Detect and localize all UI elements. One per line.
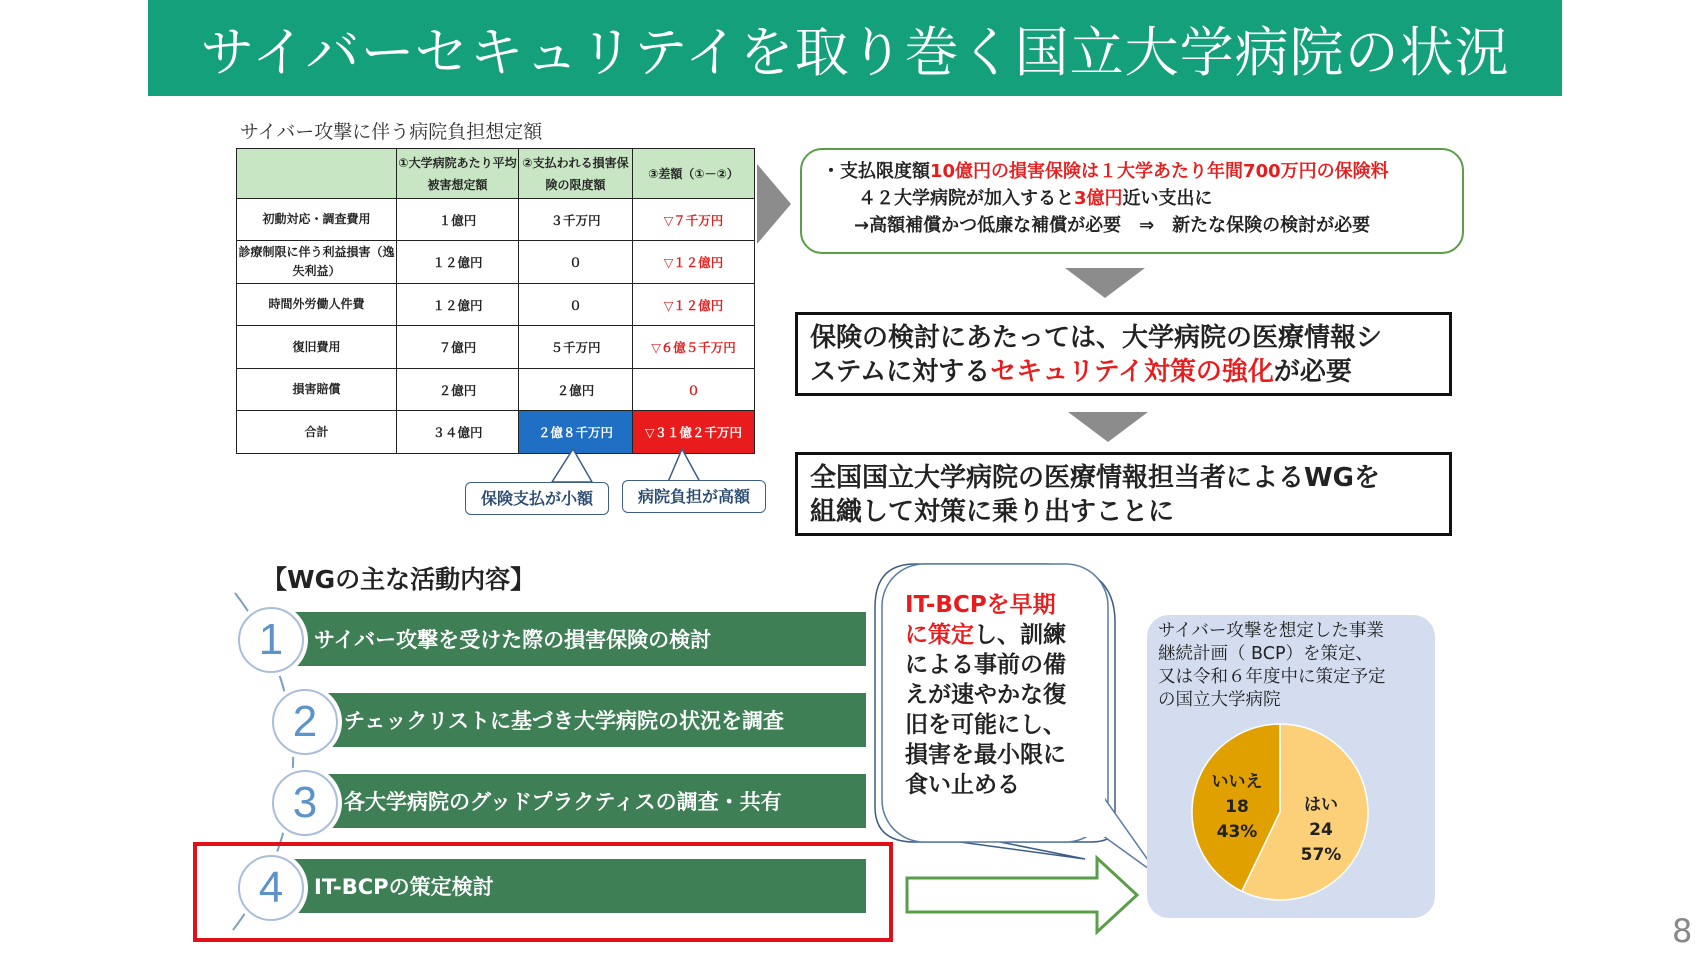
speech-line (905, 620, 1095, 650)
down-arrow-icon (1068, 412, 1148, 444)
speech-text (905, 590, 1095, 800)
pie-no-pct: 43% (1216, 822, 1258, 842)
speech-highlight: に策定 (905, 622, 974, 648)
pie-no-count: 18 (1225, 797, 1249, 817)
row-label: 復旧費用 (237, 326, 397, 369)
wg-item-label: サイバー攻撃を受けた際の損害保険の検討 (314, 628, 712, 652)
cell-damage: １億円 (397, 199, 519, 241)
callout-low-payment: 保険支払が小額 (465, 482, 609, 515)
cell-diff: ▽７千万円 (633, 199, 755, 241)
title-bar (148, 0, 1562, 96)
header-cell: ①大学病院あたり平均被害想定額 (397, 149, 519, 199)
header-cell: ②支払われる損害保険の限度額 (519, 149, 633, 199)
cell-damage: ３４億円 (397, 411, 519, 454)
box1-highlight: 10億円の損害保険は１大学あたり年間700万円の保険料 (930, 161, 1389, 182)
page-number: 8 (1672, 912, 1693, 950)
row-label: 損害賠償 (237, 369, 397, 411)
right-arrow-icon (905, 855, 1145, 935)
chevron-right-icon (757, 164, 793, 244)
cell-insurance: ３千万円 (519, 199, 633, 241)
number-badge-3: 3 (272, 770, 338, 836)
cell-insurance: ０ (519, 284, 633, 326)
pie-caption (1158, 620, 1428, 712)
table-row (237, 199, 755, 241)
box2-line1: 保険の検討にあたっては、大学病院の医療情報シ (810, 323, 1383, 353)
row-label: 診療制限に伴う利益損害（逸失利益） (237, 241, 397, 284)
callout-red-pointer (668, 449, 700, 482)
number-badge-1: 1 (238, 607, 304, 673)
down-arrow-icon (1065, 268, 1145, 300)
header-cell (237, 149, 397, 199)
callout-high-burden: 病院負担が高額 (622, 480, 766, 513)
box1-line1 (802, 158, 1462, 185)
cell-damage: ７億円 (397, 326, 519, 369)
cell-damage: １２億円 (397, 284, 519, 326)
box3-line2: 組織して対策に乗り出すことに (810, 497, 1175, 527)
box1-text: 近い支出に (1122, 188, 1213, 209)
callout-blue-pointer (552, 449, 592, 482)
box2-text: ステムに対する (810, 357, 991, 387)
box2-text: が必要 (1273, 357, 1352, 387)
wg-item-label: チェックリストに基づき大学病院の状況を調査 (344, 709, 784, 733)
speech-line: えが速やかな復 (905, 682, 1066, 708)
table-caption: サイバー攻撃に伴う病院負担想定額 (240, 121, 543, 143)
pie-caption-line: 継続計画（ BCP）を策定、 (1158, 644, 1374, 664)
speech-text-part: し、訓練 (974, 622, 1066, 648)
cost-table (236, 148, 755, 454)
box2-highlight: セキュリテイ対策の強化 (990, 357, 1274, 387)
table-row (237, 241, 755, 284)
box1-line3: →高額補償かつ低廉な補償が必要 ⇒ 新たな保険の検討が必要 (854, 215, 1371, 236)
speech-line: による事前の備 (905, 652, 1066, 678)
cell-diff: ▽６億５千万円 (633, 326, 755, 369)
pie-caption-line: サイバー攻撃を想定した事業 (1158, 621, 1384, 641)
pie-yes-label: はい (1304, 795, 1338, 815)
speech-line: IT-BCPを早期 (905, 592, 1056, 618)
table-header-row (237, 149, 755, 199)
wg-item-label: IT-BCPの策定検討 (314, 875, 494, 899)
wg-formation-box (795, 452, 1452, 536)
wg-heading: 【WGの主な活動内容】 (262, 565, 536, 594)
security-measures-box (795, 312, 1452, 396)
cell-damage: ２億円 (397, 369, 519, 411)
cell-diff: ▽１２億円 (633, 241, 755, 284)
header-cell: ③差額（①－②） (633, 149, 755, 199)
page-title: サイバーセキュリテイを取り巻く国立大学病院の状況 (200, 20, 1510, 84)
cell-diff-total: ▽３１億２千万円 (633, 411, 755, 454)
box3-line1: 全国国立大学病院の医療情報担当者によるWGを (810, 463, 1381, 493)
row-label: 合計 (237, 411, 397, 454)
wg-item-3 (302, 774, 866, 828)
number-badge-2: 2 (272, 689, 338, 755)
cell-diff: ０ (633, 369, 755, 411)
pie-no-label: いいえ (1211, 772, 1263, 792)
pie-caption-line: 又は令和６年度中に策定予定 (1158, 667, 1386, 687)
speech-line: 食い止める (905, 772, 1020, 798)
pie-label-no (1207, 770, 1267, 845)
cell-diff: ▽１２億円 (633, 284, 755, 326)
wg-item-2 (302, 693, 866, 747)
insurance-cost-box (800, 148, 1464, 254)
row-label: 初動対応・調査費用 (237, 199, 397, 241)
speech-line: 旧を可能にし、 (905, 712, 1066, 738)
table-row (237, 326, 755, 369)
box1-text: ４２大学病院が加入すると (858, 188, 1074, 209)
pie-yes-count: 24 (1309, 820, 1333, 840)
cell-insurance: ５千万円 (519, 326, 633, 369)
box1-highlight: 3億円 (1074, 188, 1123, 209)
cell-damage: １２億円 (397, 241, 519, 284)
box2-line2 (810, 355, 1437, 389)
box1-text: ・支払限度額 (822, 161, 930, 182)
cell-insurance: ０ (519, 241, 633, 284)
pie-caption-line: の国立大学病院 (1158, 690, 1281, 710)
wg-item-label: 各大学病院のグッドプラクティスの調査・共有 (344, 790, 782, 814)
cell-insurance: ２億円 (519, 369, 633, 411)
cell-insurance-total: ２億８千万円 (519, 411, 633, 454)
row-label: 時間外労働人件費 (237, 284, 397, 326)
highlight-frame (193, 842, 893, 942)
table-row (237, 284, 755, 326)
number-badge-4: 4 (238, 855, 304, 921)
pie-label-yes (1296, 793, 1346, 868)
box1-line2 (802, 185, 1462, 212)
wg-item-1 (268, 612, 866, 666)
pie-yes-pct: 57% (1300, 845, 1342, 865)
table-row (237, 369, 755, 411)
speech-line: 損害を最小限に (905, 742, 1066, 768)
